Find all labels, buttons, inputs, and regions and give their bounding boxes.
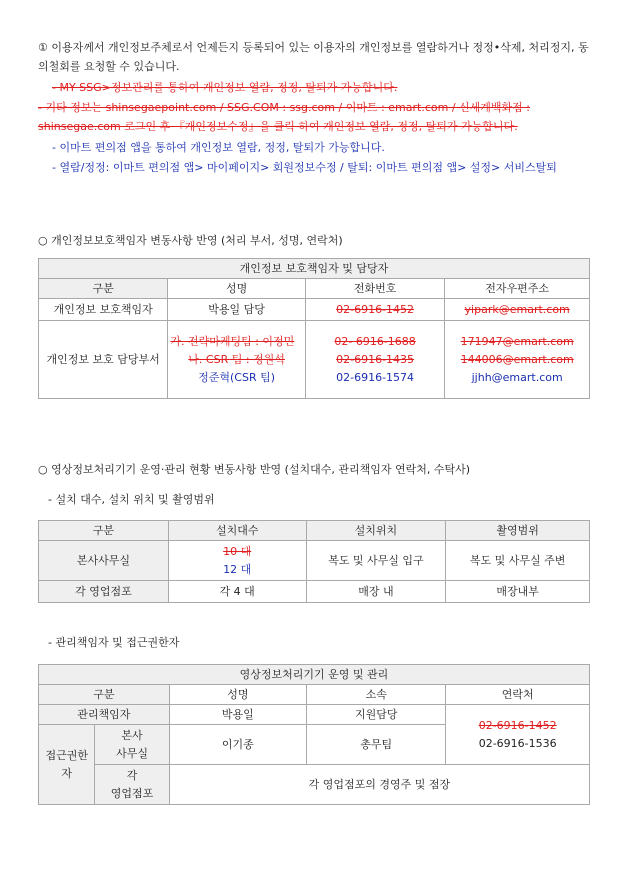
manager-phone-old: 02-6916-1452 bbox=[478, 718, 557, 732]
blue-line-2: - 열람/정정: 이마트 편의점 앱> 마이페이지> 회원정보수정 / 탈퇴: 이마트 편의점 앱> 설정> 서비스탈퇴 bbox=[52, 161, 557, 174]
manager-name: 박용일 bbox=[169, 705, 306, 725]
access-label-line1: 접근권한 bbox=[45, 748, 88, 762]
intro-paragraph: ① 이용자께서 개인정보주체로서 언제든지 등록되어 있는 이용자의 개인정보를 열람하거나 정정•삭제, 처리정지, 동의철회를 요청할 수 있습니다. bbox=[38, 41, 589, 73]
row1-name: 박용일 담당 bbox=[168, 299, 305, 321]
store-label bbox=[95, 765, 169, 805]
cctv-row1-count-old: 10 대 bbox=[223, 544, 252, 558]
section1-heading: ○ 개인정보보호책임자 변동사항 반영 (처리 부서, 성명, 연락처) bbox=[38, 234, 343, 247]
store-label-line2: 영업점포 bbox=[110, 786, 154, 800]
row2-name-struck2: 나. CSR 팀 : 정원석 bbox=[188, 352, 285, 366]
blue-line-1: - 이마트 편의점 앱을 통하여 개인정보 열람, 정정, 탈퇴가 가능합니다. bbox=[52, 141, 385, 154]
row2-phone-struck2: 02-6916-1435 bbox=[336, 352, 415, 366]
store-label-line1: 각 bbox=[126, 768, 138, 782]
manager-phone bbox=[446, 705, 590, 765]
cctv-row2-count: 각 4 대 bbox=[168, 581, 306, 603]
row2-category: 개인정보 보호 담당부서 bbox=[39, 321, 168, 399]
cctv-install-table bbox=[38, 520, 590, 603]
row2-email bbox=[445, 321, 590, 399]
header-email: 전자우편주소 bbox=[445, 279, 590, 299]
section2-sub1: - 설치 대수, 설치 위치 및 촬영범위 bbox=[48, 493, 215, 506]
cctv-row2-category: 각 영업점포 bbox=[39, 581, 169, 603]
access-label-line2: 자 bbox=[61, 766, 73, 780]
access-label bbox=[39, 725, 95, 805]
manager-category: 관리책임자 bbox=[39, 705, 170, 725]
cctv-header-count: 설치대수 bbox=[168, 521, 306, 541]
row2-name bbox=[168, 321, 305, 399]
cctv-header-location: 설치위치 bbox=[306, 521, 446, 541]
manager-phone-new: 02-6916-1536 bbox=[478, 736, 557, 750]
row1-phone: 02-6916-1452 bbox=[305, 299, 445, 321]
row1-category: 개인정보 보호책임자 bbox=[39, 299, 168, 321]
hq-label-line1: 본사 bbox=[121, 728, 143, 742]
privacy-officer-table bbox=[38, 258, 590, 399]
row2-email-struck1: 171947@emart.com bbox=[460, 334, 574, 348]
section2-heading: ○ 영상정보처리기기 운영·관리 현황 변동사항 반영 (설치대수, 관리책임자 연락처, 수탁사) bbox=[38, 463, 471, 476]
row2-phone bbox=[305, 321, 445, 399]
manager-dept: 지원담당 bbox=[307, 705, 446, 725]
hq-dept: 총무팀 bbox=[307, 725, 446, 765]
cctv-header-range: 촬영범위 bbox=[446, 521, 590, 541]
cctv-row1-range: 복도 및 사무실 주변 bbox=[446, 541, 590, 581]
row2-phone-new: 02-6916-1574 bbox=[336, 370, 415, 384]
struck-line-1: - MY SSG>정보관리를 통하여 개인정보 열람, 정정, 탈퇴가 가능합니다. bbox=[52, 81, 398, 94]
cctv-row1-count bbox=[168, 541, 306, 581]
row1-email: yipark@emart.com bbox=[445, 299, 590, 321]
cctv-row2-location: 매장 내 bbox=[306, 581, 446, 603]
row2-email-struck2: 144006@emart.com bbox=[460, 352, 574, 366]
header-phone: 전화번호 bbox=[305, 279, 445, 299]
table-title: 개인정보 보호책임자 및 담당자 bbox=[39, 259, 590, 279]
header-name: 성명 bbox=[168, 279, 305, 299]
hq-label-line2: 사무실 bbox=[116, 746, 148, 760]
cctv-manager-table bbox=[38, 664, 590, 805]
row2-phone-struck1: 02- 6916-1688 bbox=[334, 334, 416, 348]
hq-name: 이기종 bbox=[169, 725, 306, 765]
mgr-header-contact: 연락처 bbox=[446, 685, 590, 705]
mgr-header-name: 성명 bbox=[169, 685, 306, 705]
hq-label bbox=[95, 725, 169, 765]
row2-name-struck1: 가. 전략마케팅팀 : 이정민 bbox=[170, 334, 295, 348]
table2-title: 영상정보처리기기 운영 및 관리 bbox=[39, 665, 590, 685]
row2-email-new: jjhh@emart.com bbox=[471, 370, 563, 384]
cctv-row1-category: 본사사무실 bbox=[39, 541, 169, 581]
store-desc: 각 영업점포의 경영주 및 점장 bbox=[169, 765, 589, 805]
mgr-header-category: 구분 bbox=[39, 685, 170, 705]
cctv-row1-count-new: 12 대 bbox=[223, 562, 252, 576]
mgr-header-dept: 소속 bbox=[307, 685, 446, 705]
cctv-header-category: 구분 bbox=[39, 521, 169, 541]
section2-sub2: - 관리책임자 및 접근권한자 bbox=[48, 636, 180, 649]
cctv-row2-range: 매장내부 bbox=[446, 581, 590, 603]
row2-name-new: 정준혁(CSR 팀) bbox=[198, 370, 276, 384]
header-category: 구분 bbox=[39, 279, 168, 299]
cctv-row1-location: 복도 및 사무실 입구 bbox=[306, 541, 446, 581]
struck-line-2: - 기타 정보는 shinsegaepoint.com / SSG.COM : ssg.com / 이마트 : emart.com / 신세계백화점 : shinsegae.com 로그인 후 『개인정보수정』을 클릭 하여 개인정보 열람, 정정, 탈퇴가 가능합니다. bbox=[38, 101, 530, 133]
